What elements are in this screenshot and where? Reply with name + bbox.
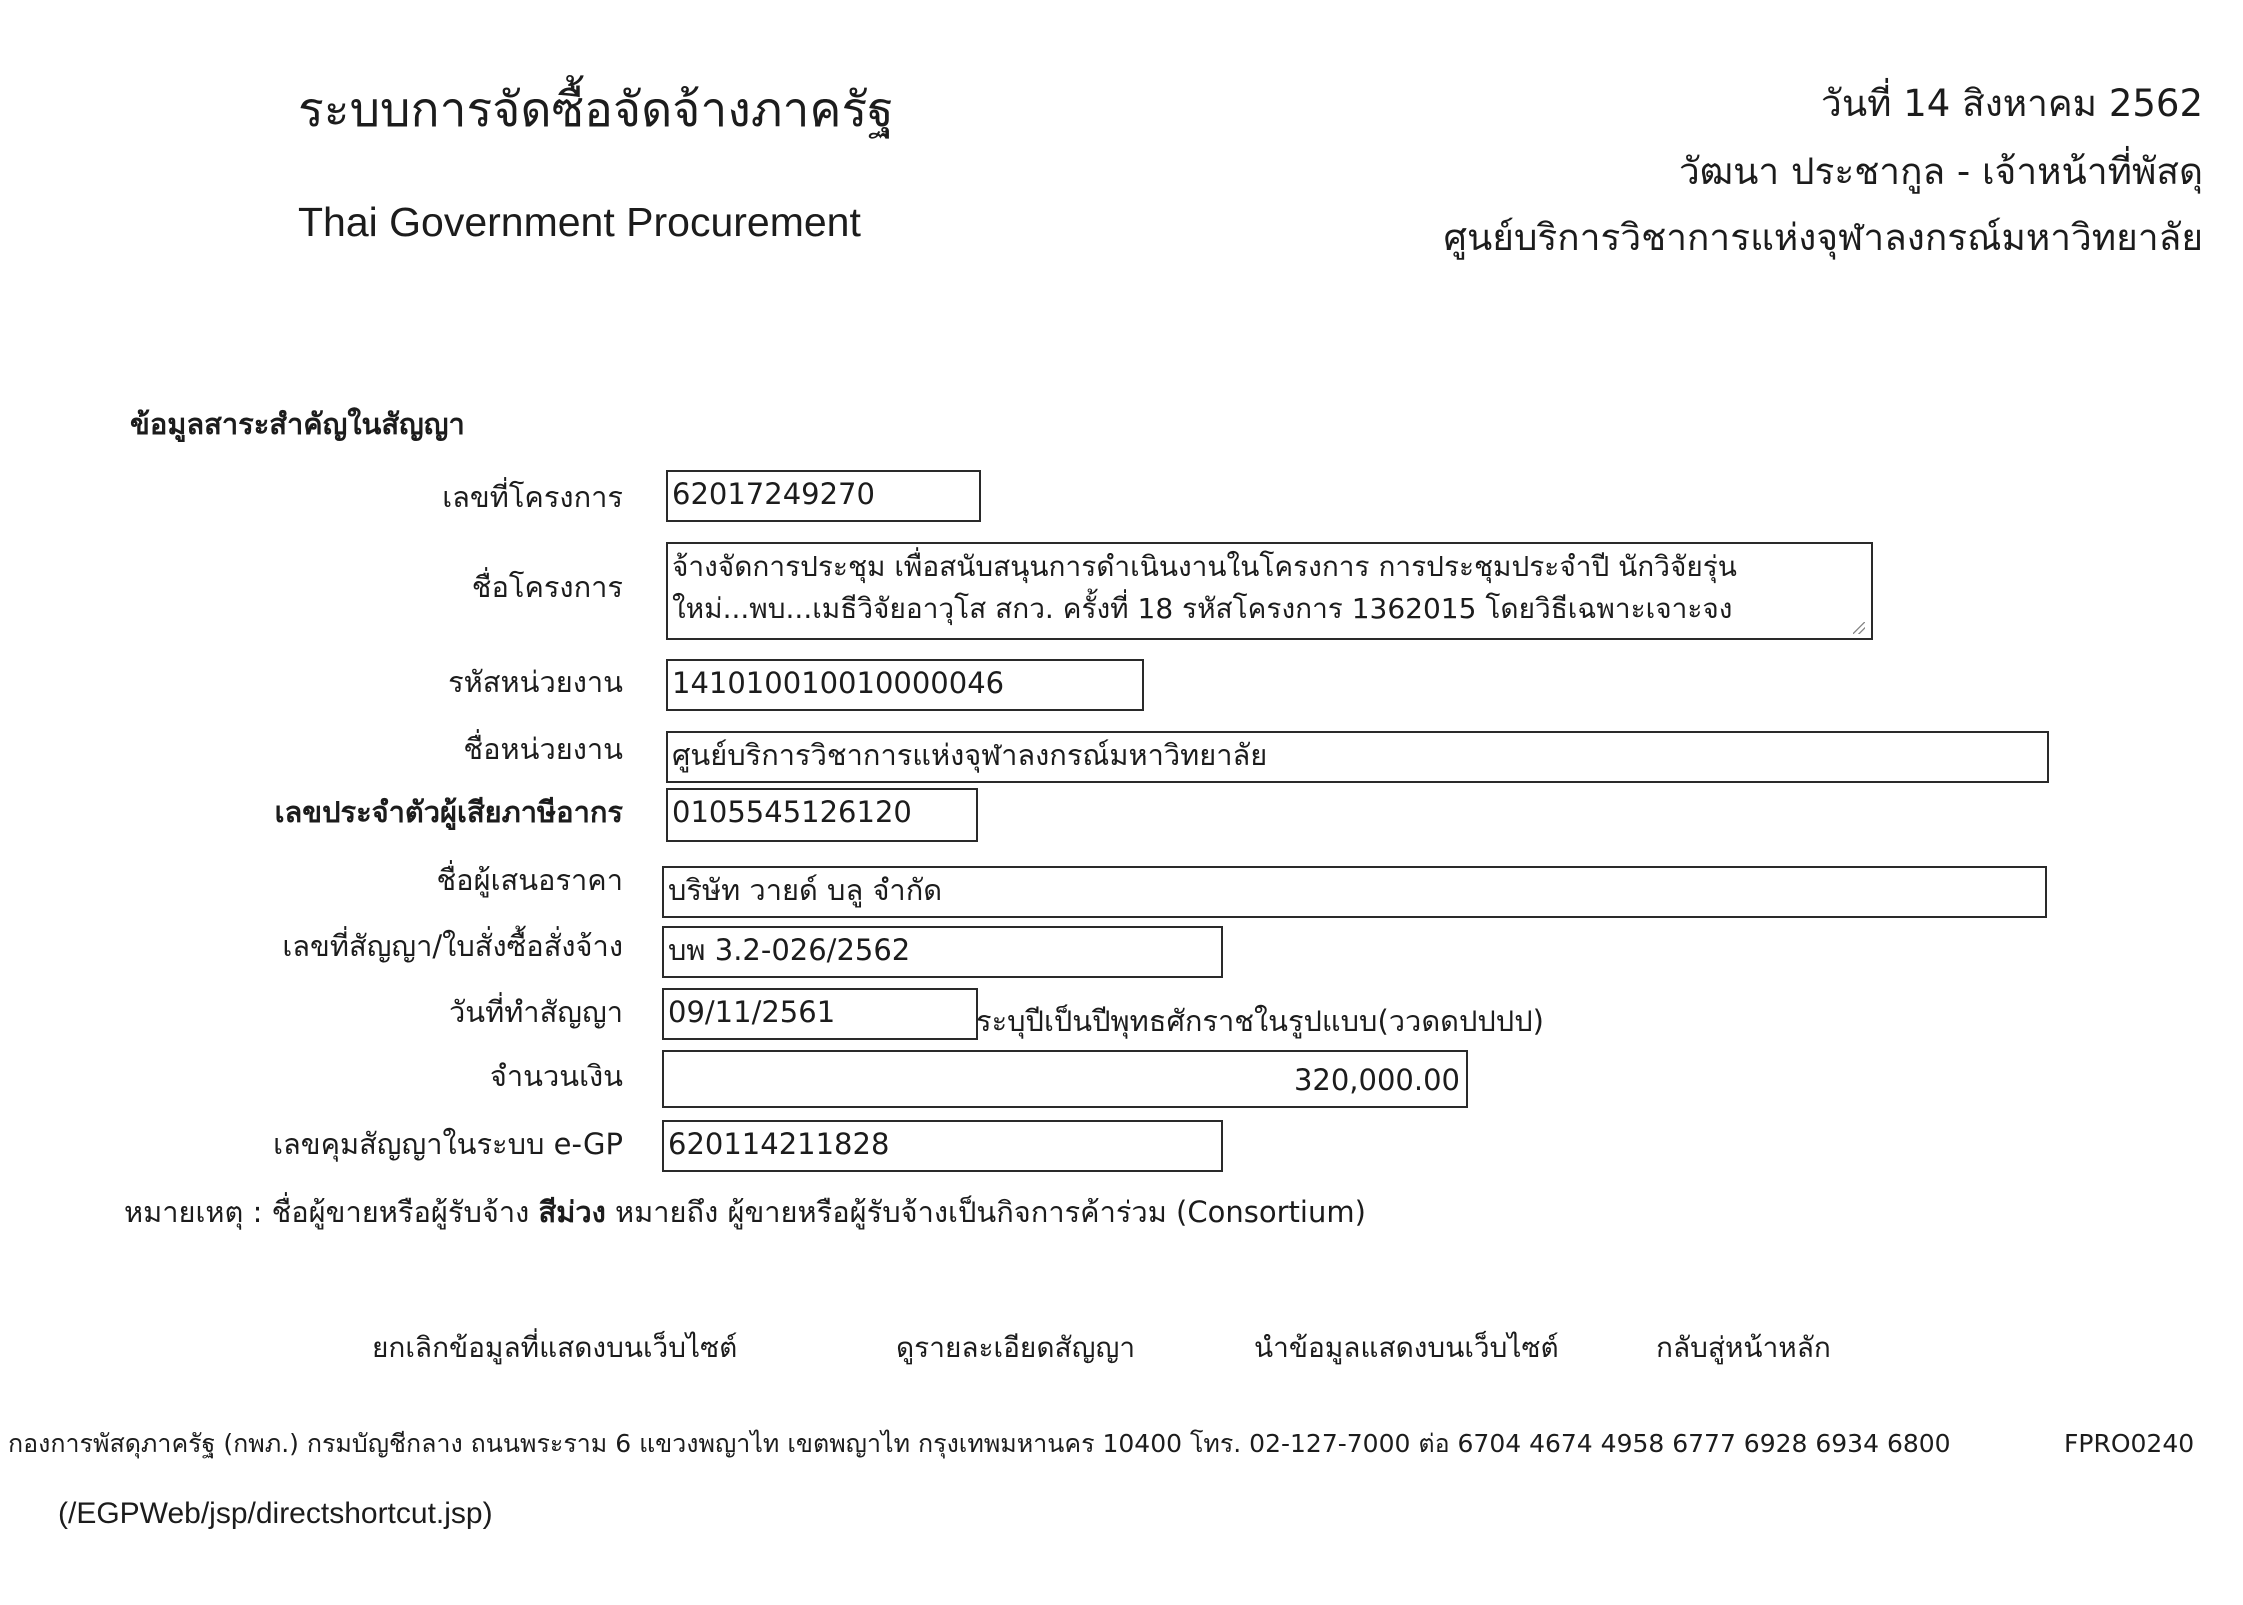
view-contract-details-link[interactable]: ดูรายละเอียดสัญญา: [896, 1331, 1136, 1364]
tax-id-label: เลขประจำตัวผู้เสียภาษีอากร: [274, 795, 623, 829]
page-path: (/EGPWeb/jsp/directshortcut.jsp): [58, 1497, 493, 1530]
amount-label: จำนวนเงิน: [489, 1059, 623, 1093]
tax-id-field[interactable]: 0105545126120: [666, 788, 978, 842]
note-highlight: สีม่วง: [538, 1195, 606, 1229]
resize-grip-icon[interactable]: [1853, 622, 1865, 634]
header-date: วันที่ 14 สิงหาคม 2562: [1821, 82, 2203, 125]
agency-name-field[interactable]: ศูนย์บริการวิชาการแห่งจุฬาลงกรณ์มหาวิทยาลัย: [666, 731, 2049, 783]
section-title: ข้อมูลสาระสำคัญในสัญญา: [130, 407, 465, 441]
footer-address: กองการพัสดุภาครัฐ (กพภ.) กรมบัญชีกลาง ถนนพระราม 6 แขวงพญาไท เขตพญาไท กรุงเทพมหานคร 10400 โทร. 02-127-7000 ต่อ 6704 4674 4958 6777 6928 6934 6800: [8, 1429, 1951, 1458]
contract-date-hint: ระบุปีเป็นปีพุทธศักราชในรูปแบบ(ววดดปปปป): [976, 1004, 1544, 1038]
project-no-field[interactable]: 62017249270: [666, 470, 981, 522]
agency-code-label: รหัสหน่วยงาน: [448, 665, 623, 699]
project-name-label: ชื่อโครงการ: [471, 570, 623, 604]
bidder-name-label: ชื่อผู้เสนอราคา: [436, 863, 623, 897]
egp-control-no-label: เลขคุมสัญญาในระบบ e-GP: [273, 1127, 623, 1161]
bidder-name-field[interactable]: บริษัท วายด์ บลู จำกัด: [662, 866, 2047, 918]
egp-control-no-field[interactable]: 620114211828: [662, 1120, 1223, 1172]
contract-date-label: วันที่ทำสัญญา: [448, 995, 623, 1029]
footer-page-code: FPRO0240: [2064, 1429, 2195, 1458]
amount-field[interactable]: 320,000.00: [662, 1050, 1468, 1108]
back-to-home-link[interactable]: กลับสู่หน้าหลัก: [1656, 1331, 1831, 1364]
note-suffix: หมายถึง ผู้ขายหรือผู้รับจ้างเป็นกิจการค้าร่วม (Consortium): [605, 1195, 1366, 1229]
contract-date-field[interactable]: 09/11/2561: [662, 988, 978, 1040]
project-name-textarea[interactable]: [666, 542, 1873, 640]
system-title-english: Thai Government Procurement: [298, 199, 861, 245]
consortium-note: [124, 1192, 1366, 1232]
project-name-text: จ้างจัดการประชุม เพื่อสนับสนุนการดำเนินงานในโครงการ การประชุมประจำปี นักวิจัยรุ่นใหม่...พบ...เมธีวิจัยอาวุโส สกว. ครั้งที่ 18 รหัสโครงการ 1362015 โดยวิธีเฉพาะเจาะจง: [672, 550, 1737, 625]
contract-no-field[interactable]: บพ 3.2-026/2562: [662, 926, 1223, 978]
publish-to-website-link[interactable]: นำข้อมูลแสดงบนเว็บไซต์: [1254, 1331, 1559, 1364]
header-user: วัฒนา ประชากูล - เจ้าหน้าที่พัสดุ: [1678, 150, 2203, 193]
note-prefix: หมายเหตุ : ชื่อผู้ขายหรือผู้รับจ้าง: [124, 1195, 539, 1229]
agency-name-label: ชื่อหน่วยงาน: [463, 732, 623, 766]
header-organization: ศูนย์บริการวิชาการแห่งจุฬาลงกรณ์มหาวิทยาลัย: [1443, 216, 2203, 259]
agency-code-field[interactable]: 141010010010000046: [666, 659, 1144, 711]
contract-no-label: เลขที่สัญญา/ใบสั่งซื้อสั่งจ้าง: [282, 929, 623, 963]
project-no-label: เลขที่โครงการ: [442, 480, 623, 514]
system-title-thai: ระบบการจัดซื้อจัดจ้างภาครัฐ: [298, 82, 894, 138]
cancel-publish-link[interactable]: ยกเลิกข้อมูลที่แสดงบนเว็บไซต์: [372, 1331, 738, 1364]
